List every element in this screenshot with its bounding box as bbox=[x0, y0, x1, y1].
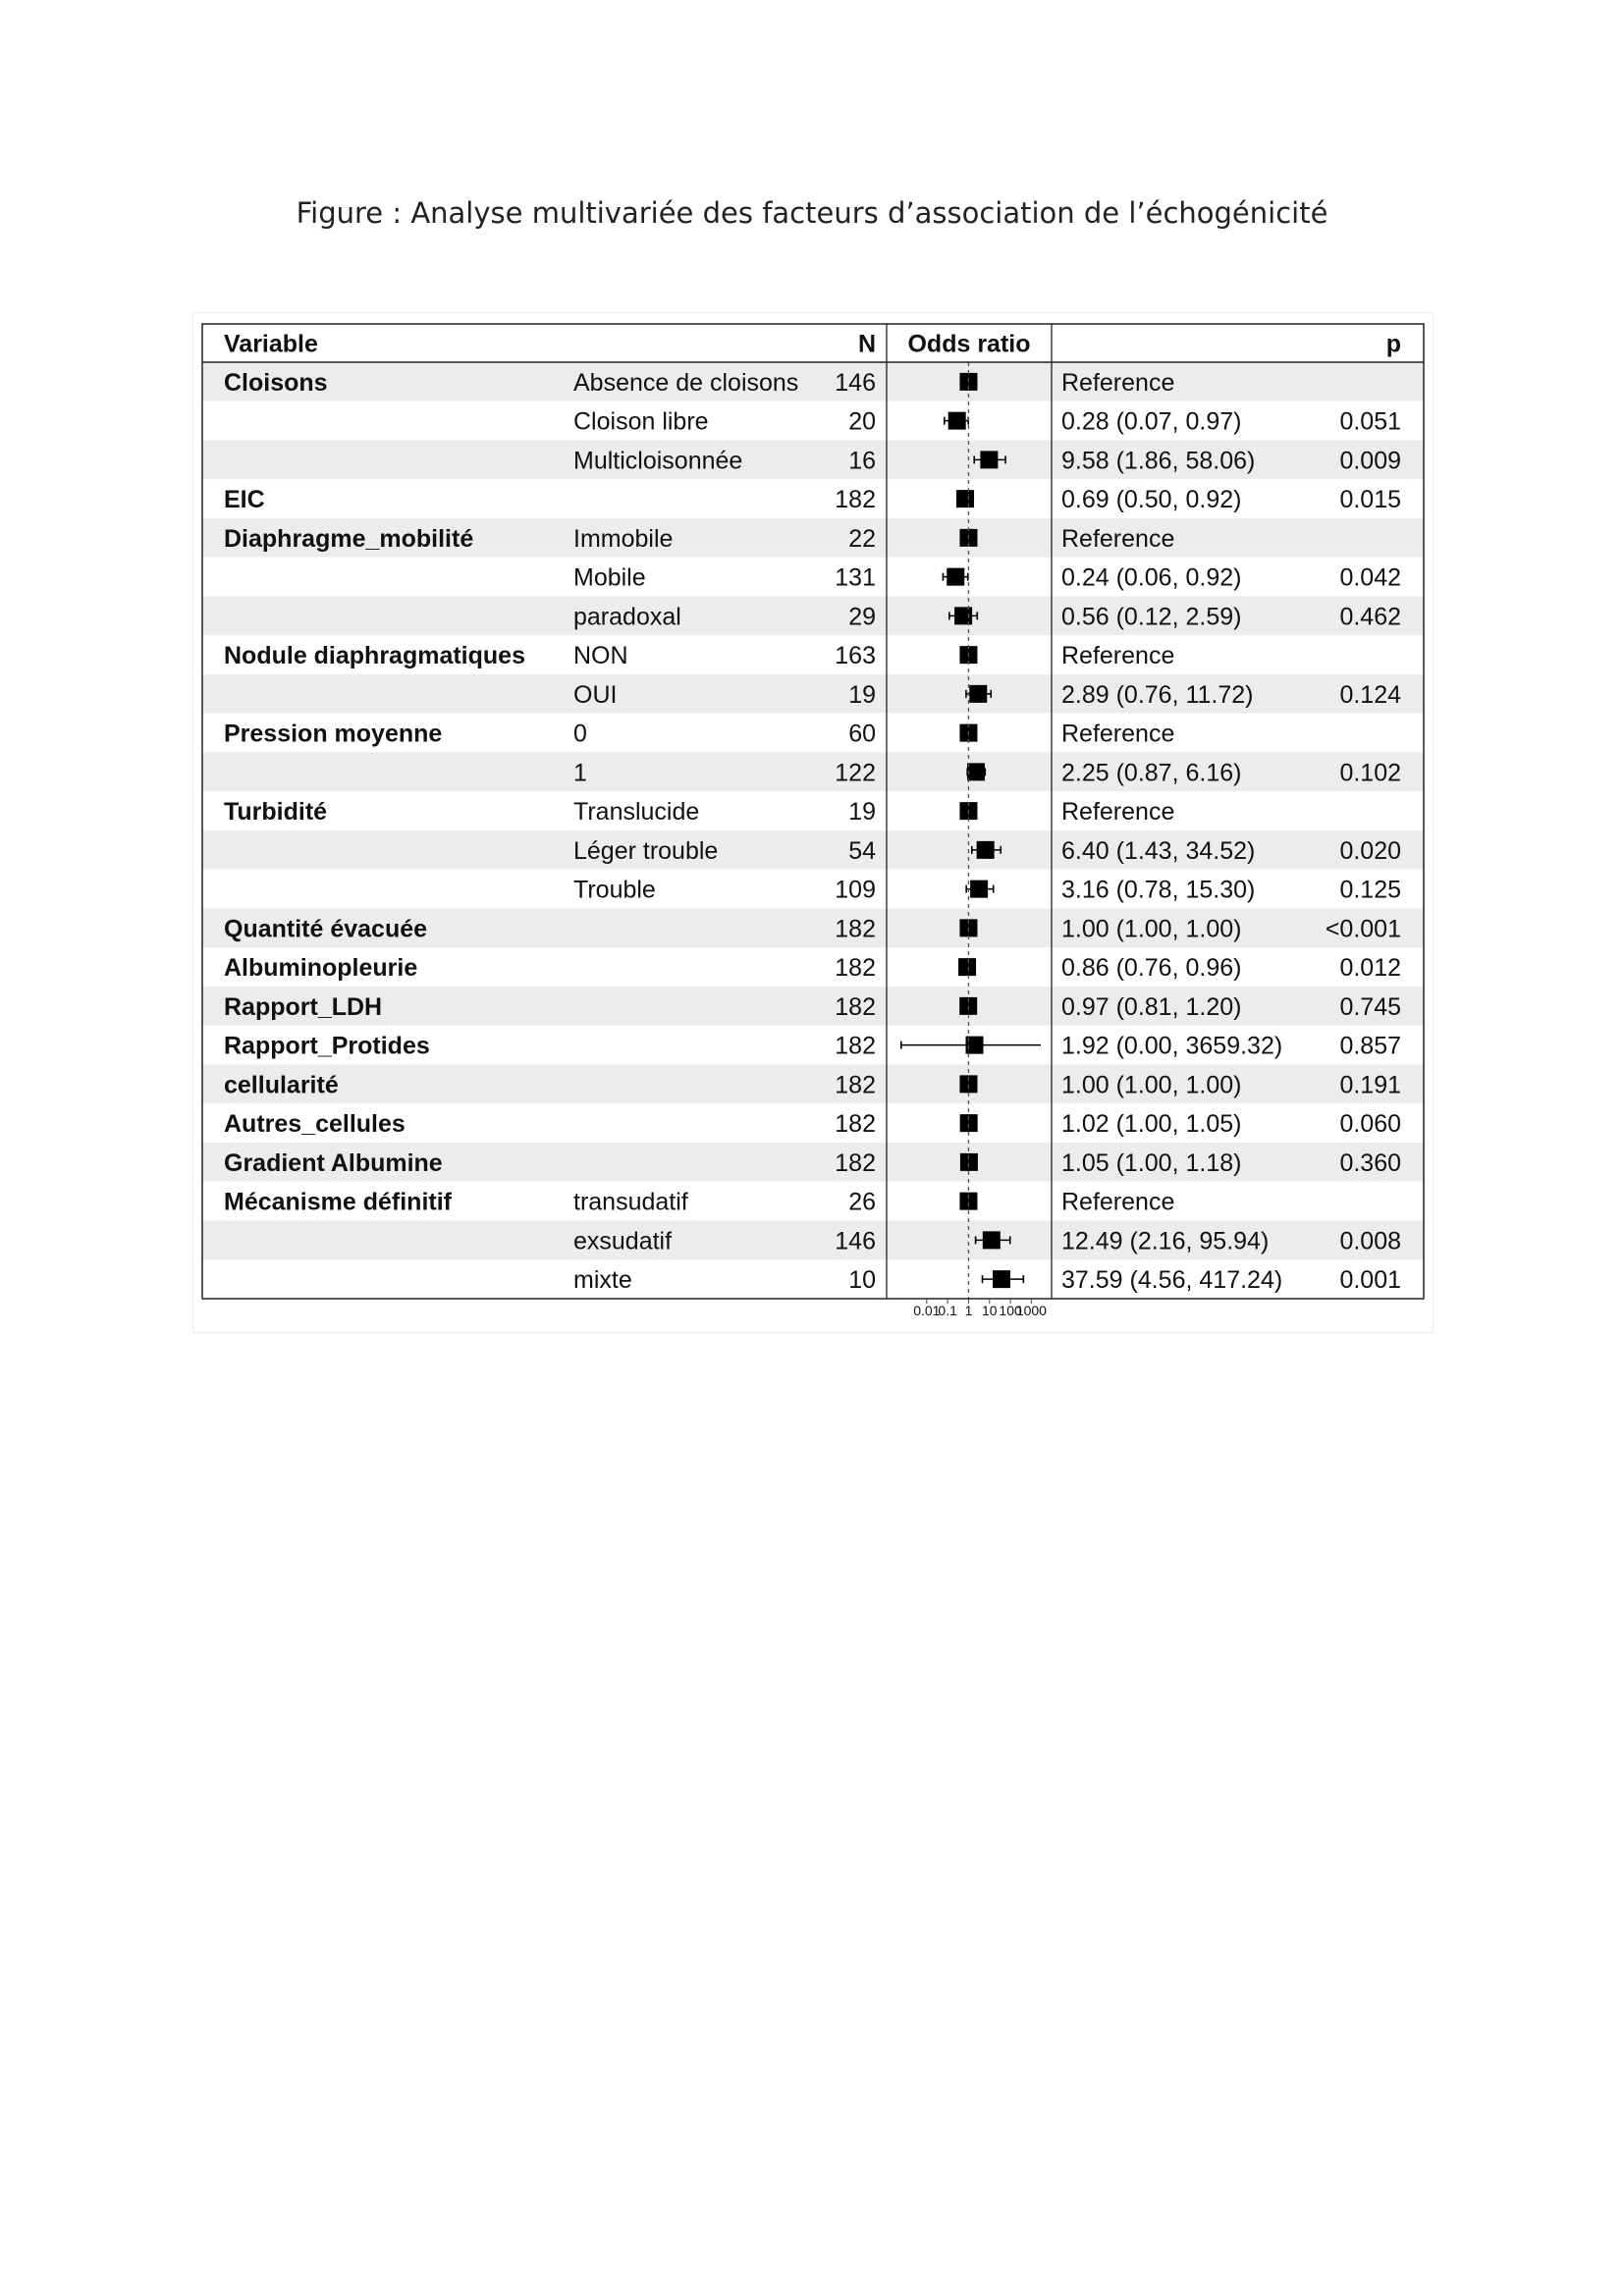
row-variable-label: Quantité évacuée bbox=[224, 915, 428, 943]
row-n-value: 60 bbox=[848, 720, 876, 748]
or-marker bbox=[993, 1270, 1010, 1288]
row-variable-label: cellularité bbox=[224, 1071, 339, 1099]
row-or-ci-text: 37.59 (4.56, 417.24) bbox=[1061, 1266, 1283, 1295]
row-p-value: 0.020 bbox=[1339, 836, 1401, 865]
row-n-value: 182 bbox=[835, 1032, 876, 1060]
row-n-value: 122 bbox=[835, 759, 876, 787]
row-or-ci-text: 1.02 (1.00, 1.05) bbox=[1061, 1110, 1242, 1139]
row-n-value: 19 bbox=[848, 798, 876, 827]
row-p-value: 0.012 bbox=[1339, 954, 1401, 983]
row-variable-label: Rapport_LDH bbox=[224, 992, 383, 1021]
row-n-value: 182 bbox=[835, 1148, 876, 1177]
or-marker bbox=[980, 451, 998, 468]
row-n-value: 182 bbox=[835, 992, 876, 1021]
row-or-ci-text: 2.89 (0.76, 11.72) bbox=[1061, 680, 1254, 709]
header-variable: Variable bbox=[224, 330, 318, 358]
row-or-ci-text: 0.56 (0.12, 2.59) bbox=[1061, 603, 1242, 631]
row-or-ci-text: 3.16 (0.78, 15.30) bbox=[1061, 876, 1256, 904]
row-level-label: Multicloisonnée bbox=[573, 447, 743, 475]
or-marker bbox=[947, 568, 964, 586]
row-n-value: 20 bbox=[848, 407, 876, 436]
row-n-value: 163 bbox=[835, 642, 876, 670]
row-variable-label: Cloisons bbox=[224, 368, 328, 397]
or-marker bbox=[983, 1231, 1001, 1249]
row-background bbox=[202, 362, 1424, 401]
or-marker bbox=[977, 841, 995, 859]
or-marker bbox=[956, 490, 974, 507]
row-p-value: 0.462 bbox=[1339, 603, 1401, 631]
row-p-value: 0.008 bbox=[1339, 1227, 1401, 1255]
row-or-ci-text: 12.49 (2.16, 95.94) bbox=[1061, 1227, 1270, 1255]
x-tick-label: 0.1 bbox=[938, 1303, 957, 1318]
row-n-value: 182 bbox=[835, 486, 876, 514]
header-p: p bbox=[1385, 330, 1401, 358]
row-variable-label: Gradient Albumine bbox=[224, 1148, 443, 1177]
x-tick-label: 0.01 bbox=[913, 1303, 941, 1318]
row-variable-label: Autres_cellules bbox=[224, 1110, 406, 1139]
row-level-label: Cloison libre bbox=[573, 407, 709, 436]
row-p-value: 0.051 bbox=[1339, 407, 1401, 436]
row-level-label: 1 bbox=[573, 759, 587, 787]
row-n-value: 182 bbox=[835, 954, 876, 983]
row-n-value: 182 bbox=[835, 1071, 876, 1099]
row-or-ci-text: Reference bbox=[1061, 720, 1175, 748]
row-level-label: Immobile bbox=[573, 524, 674, 553]
row-n-value: 16 bbox=[848, 447, 876, 475]
x-tick-label: 100 bbox=[999, 1303, 1022, 1318]
or-marker bbox=[970, 881, 988, 898]
row-or-ci-text: 6.40 (1.43, 34.52) bbox=[1061, 836, 1256, 865]
row-or-ci-text: 0.86 (0.76, 0.96) bbox=[1061, 954, 1242, 983]
row-level-label: OUI bbox=[573, 680, 618, 709]
row-or-ci-text: 0.97 (0.81, 1.20) bbox=[1061, 992, 1242, 1021]
row-n-value: 19 bbox=[848, 680, 876, 709]
row-or-ci-text: 1.00 (1.00, 1.00) bbox=[1061, 1071, 1242, 1099]
row-or-ci-text: 1.05 (1.00, 1.18) bbox=[1061, 1148, 1242, 1177]
row-level-label: NON bbox=[573, 642, 628, 670]
row-level-label: mixte bbox=[573, 1266, 632, 1295]
page-title: Figure : Analyse multivariée des facteurs d’association de l’échogénicité bbox=[296, 196, 1328, 230]
row-p-value: 0.125 bbox=[1339, 876, 1401, 904]
row-p-value: 0.060 bbox=[1339, 1110, 1401, 1139]
row-p-value: <0.001 bbox=[1325, 915, 1401, 943]
row-or-ci-text: 1.00 (1.00, 1.00) bbox=[1061, 915, 1242, 943]
row-n-value: 182 bbox=[835, 915, 876, 943]
row-or-ci-text: Reference bbox=[1061, 524, 1175, 553]
header-odds-ratio: Odds ratio bbox=[907, 330, 1031, 358]
row-or-ci-text: Reference bbox=[1061, 368, 1175, 397]
or-marker bbox=[958, 958, 976, 976]
row-variable-label: Diaphragme_mobilité bbox=[224, 524, 474, 553]
row-n-value: 146 bbox=[835, 368, 876, 397]
row-level-label: Trouble bbox=[573, 876, 656, 904]
row-or-ci-text: 0.69 (0.50, 0.92) bbox=[1061, 486, 1242, 514]
or-marker bbox=[967, 763, 985, 780]
row-level-label: Translucide bbox=[573, 798, 700, 827]
row-n-value: 131 bbox=[835, 563, 876, 592]
row-or-ci-text: Reference bbox=[1061, 798, 1175, 827]
row-level-label: exsudatif bbox=[573, 1227, 673, 1255]
row-or-ci-text: 2.25 (0.87, 6.16) bbox=[1061, 759, 1242, 787]
x-tick-label: 1000 bbox=[1015, 1303, 1047, 1318]
row-p-value: 0.191 bbox=[1339, 1071, 1401, 1099]
header-n: N bbox=[857, 330, 876, 358]
row-n-value: 29 bbox=[848, 603, 876, 631]
row-p-value: 0.124 bbox=[1339, 680, 1401, 709]
row-n-value: 26 bbox=[848, 1188, 876, 1216]
row-p-value: 0.015 bbox=[1339, 486, 1401, 514]
row-or-ci-text: 0.28 (0.07, 0.97) bbox=[1061, 407, 1242, 436]
row-or-ci-text: Reference bbox=[1061, 642, 1175, 670]
row-level-label: Mobile bbox=[573, 563, 646, 592]
row-p-value: 0.009 bbox=[1339, 447, 1401, 475]
row-n-value: 109 bbox=[835, 876, 876, 904]
row-level-label: Absence de cloisons bbox=[573, 368, 799, 397]
x-tick-label: 10 bbox=[981, 1303, 998, 1318]
row-p-value: 0.102 bbox=[1339, 759, 1401, 787]
x-tick-label: 1 bbox=[964, 1303, 973, 1318]
or-marker bbox=[954, 607, 972, 624]
row-level-label: paradoxal bbox=[573, 603, 681, 631]
row-background bbox=[202, 791, 1424, 830]
row-variable-label: Turbidité bbox=[224, 798, 328, 827]
row-or-ci-text: Reference bbox=[1061, 1188, 1175, 1216]
row-or-ci-text: 1.92 (0.00, 3659.32) bbox=[1061, 1032, 1283, 1060]
row-n-value: 54 bbox=[848, 836, 876, 865]
row-level-label: Léger trouble bbox=[573, 836, 719, 865]
row-variable-label: EIC bbox=[224, 486, 265, 514]
or-marker bbox=[948, 412, 966, 430]
row-variable-label: Mécanisme définitif bbox=[224, 1188, 452, 1216]
row-or-ci-text: 9.58 (1.86, 58.06) bbox=[1061, 447, 1256, 475]
row-n-value: 22 bbox=[848, 524, 876, 553]
row-p-value: 0.042 bbox=[1339, 563, 1401, 592]
row-n-value: 182 bbox=[835, 1110, 876, 1139]
row-p-value: 0.857 bbox=[1339, 1032, 1401, 1060]
row-or-ci-text: 0.24 (0.06, 0.92) bbox=[1061, 563, 1242, 592]
row-variable-label: Pression moyenne bbox=[224, 720, 443, 748]
or-marker bbox=[969, 685, 987, 703]
row-p-value: 0.360 bbox=[1339, 1148, 1401, 1177]
row-variable-label: Rapport_Protides bbox=[224, 1032, 430, 1060]
row-n-value: 146 bbox=[835, 1227, 876, 1255]
row-variable-label: Nodule diaphragmatiques bbox=[224, 642, 525, 670]
row-variable-label: Albuminopleurie bbox=[224, 954, 418, 983]
row-p-value: 0.745 bbox=[1339, 992, 1401, 1021]
row-n-value: 10 bbox=[848, 1266, 876, 1295]
row-level-label: transudatif bbox=[573, 1188, 688, 1216]
row-level-label: 0 bbox=[573, 720, 587, 748]
row-p-value: 0.001 bbox=[1339, 1266, 1401, 1295]
